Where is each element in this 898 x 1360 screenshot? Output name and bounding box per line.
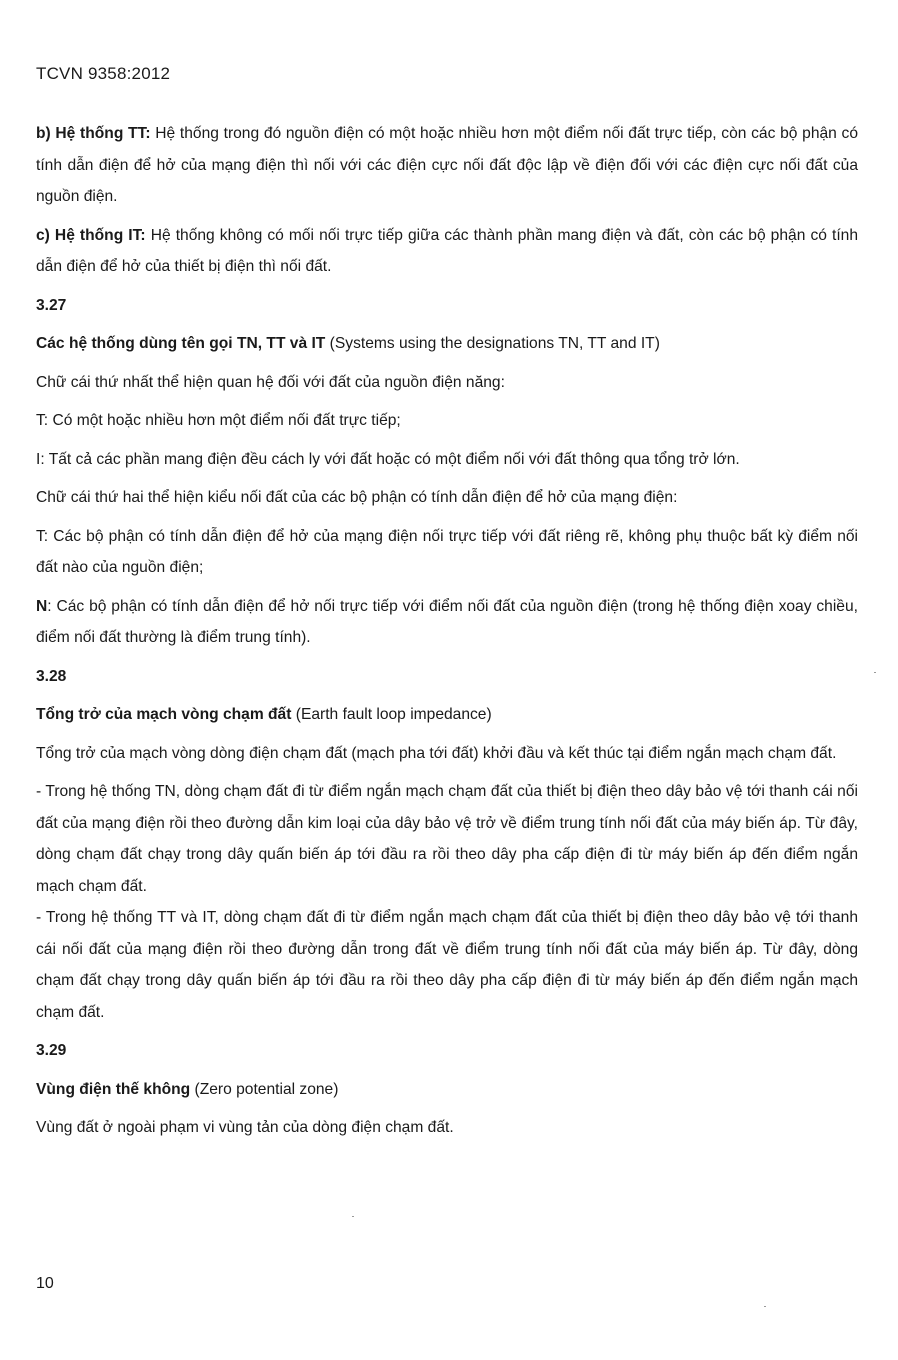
paragraph: Chữ cái thứ hai thể hiện kiểu nối đất của các bộ phận có tính dẫn điện để hở của mạng điện: [36, 489, 678, 506]
paragraph-lead: c) Hệ thống IT: [36, 226, 146, 244]
section-title-en: (Earth fault loop impedance) [291, 706, 492, 723]
paragraph: - Trong hệ thống TN, dòng chạm đất đi từ điểm ngắn mạch chạm đất của thiết bị điện theo dây bảo vệ tới thanh cái nối đất của mạng điện rồi theo đường dẫn kim loại của dây bảo vệ trở về điểm trung tính nối đất của máy biến áp. Từ đây, dòng chạm đất chạy trong dây quấn biến áp tới đầu ra rồi theo dây pha cấp điện đi từ máy biến áp đến điểm ngắn mạch chạm đất. [36, 783, 858, 895]
section-title-vi: Vùng điện thế không [36, 1080, 191, 1098]
section-title-vi: Các hệ thống dùng tên gọi TN, TT và IT [36, 335, 326, 352]
paragraph-b-tt-system [36, 118, 858, 213]
paragraph-text: Hệ thống trong đó nguồn điện có một hoặc nhiều hơn một điểm nối đất trực tiếp, còn các bộ phận có tính dẫn điện để hở của mạng điện thì nối với các điện cực nối đất độc lập về điện đối với các điện cực nối đất của nguồn điện. [36, 125, 858, 205]
paragraph-text: : Các bộ phận có tính dẫn điện để hở nối trực tiếp với điểm nối đất của nguồn điện (trong hệ thống điện xoay chiều, điểm nối đất thường là điểm trung tính). [36, 597, 858, 646]
section-title-en: (Zero potential zone) [190, 1080, 339, 1098]
paragraph [36, 591, 858, 654]
scan-speck [352, 1216, 354, 1217]
page-number: 10 [36, 1275, 54, 1292]
section-title-3-28 [36, 699, 858, 731]
section-number-3-27: 3.27 [36, 296, 67, 314]
paragraph: I: Tất cả các phần mang điện đều cách ly với đất hoặc có một điểm nối với đất thông qua tổng trở lớn. [36, 450, 740, 468]
paragraph: T: Có một hoặc nhiều hơn một điểm nối đất trực tiếp; [36, 412, 401, 429]
paragraph: Tổng trở của mạch vòng dòng điện chạm đất (mạch pha tới đất) khởi đầu và kết thúc tại điểm ngắn mạch chạm đất. [36, 744, 837, 762]
standard-code-header: TCVN 9358:2012 [36, 64, 171, 83]
section-number-3-28: 3.28 [36, 667, 67, 685]
paragraph-lead: b) Hệ thống TT: [36, 125, 151, 142]
paragraph: Vùng đất ở ngoài phạm vi vùng tản của dòng điện chạm đất. [36, 1119, 454, 1136]
paragraph: T: Các bộ phận có tính dẫn điện để hở của mạng điện nối trực tiếp với đất riêng rẽ, không phụ thuộc bất kỳ điểm nối đất nào của nguồn điện; [36, 527, 858, 576]
paragraph: - Trong hệ thống TT và IT, dòng chạm đất đi từ điểm ngắn mạch chạm đất của thiết bị điện theo dây bảo vệ tới thanh cái nối đất của mạng điện rồi theo đường dẫn trong đất về điểm trung tính nối đất của máy biến áp. Từ đây, dòng chạm đất chạy trong dây quấn biến áp tới đầu ra rồi theo dây pha cấp điện đi từ máy biến áp đến điểm ngắn mạch chạm đất. [36, 909, 858, 1021]
page-content [36, 118, 858, 1151]
section-title-3-27 [36, 328, 858, 360]
paragraph-c-it-system [36, 220, 858, 283]
paragraph-lead: N [36, 597, 48, 615]
paragraph-text: Hệ thống không có mối nối trực tiếp giữa các thành phần mang điện và đất, còn các bộ phận có tính dẫn điện để hở của thiết bị điện thì nối đất. [36, 226, 858, 275]
section-title-en: (Systems using the designations TN, TT and IT) [325, 335, 660, 352]
section-title-3-29 [36, 1074, 858, 1106]
scan-speck [874, 672, 876, 673]
paragraph: Chữ cái thứ nhất thể hiện quan hệ đối với đất của nguồn điện năng: [36, 373, 505, 391]
section-number-3-29: 3.29 [36, 1042, 67, 1059]
scan-speck [764, 1306, 766, 1307]
section-title-vi: Tổng trở của mạch vòng chạm đất [36, 706, 292, 723]
